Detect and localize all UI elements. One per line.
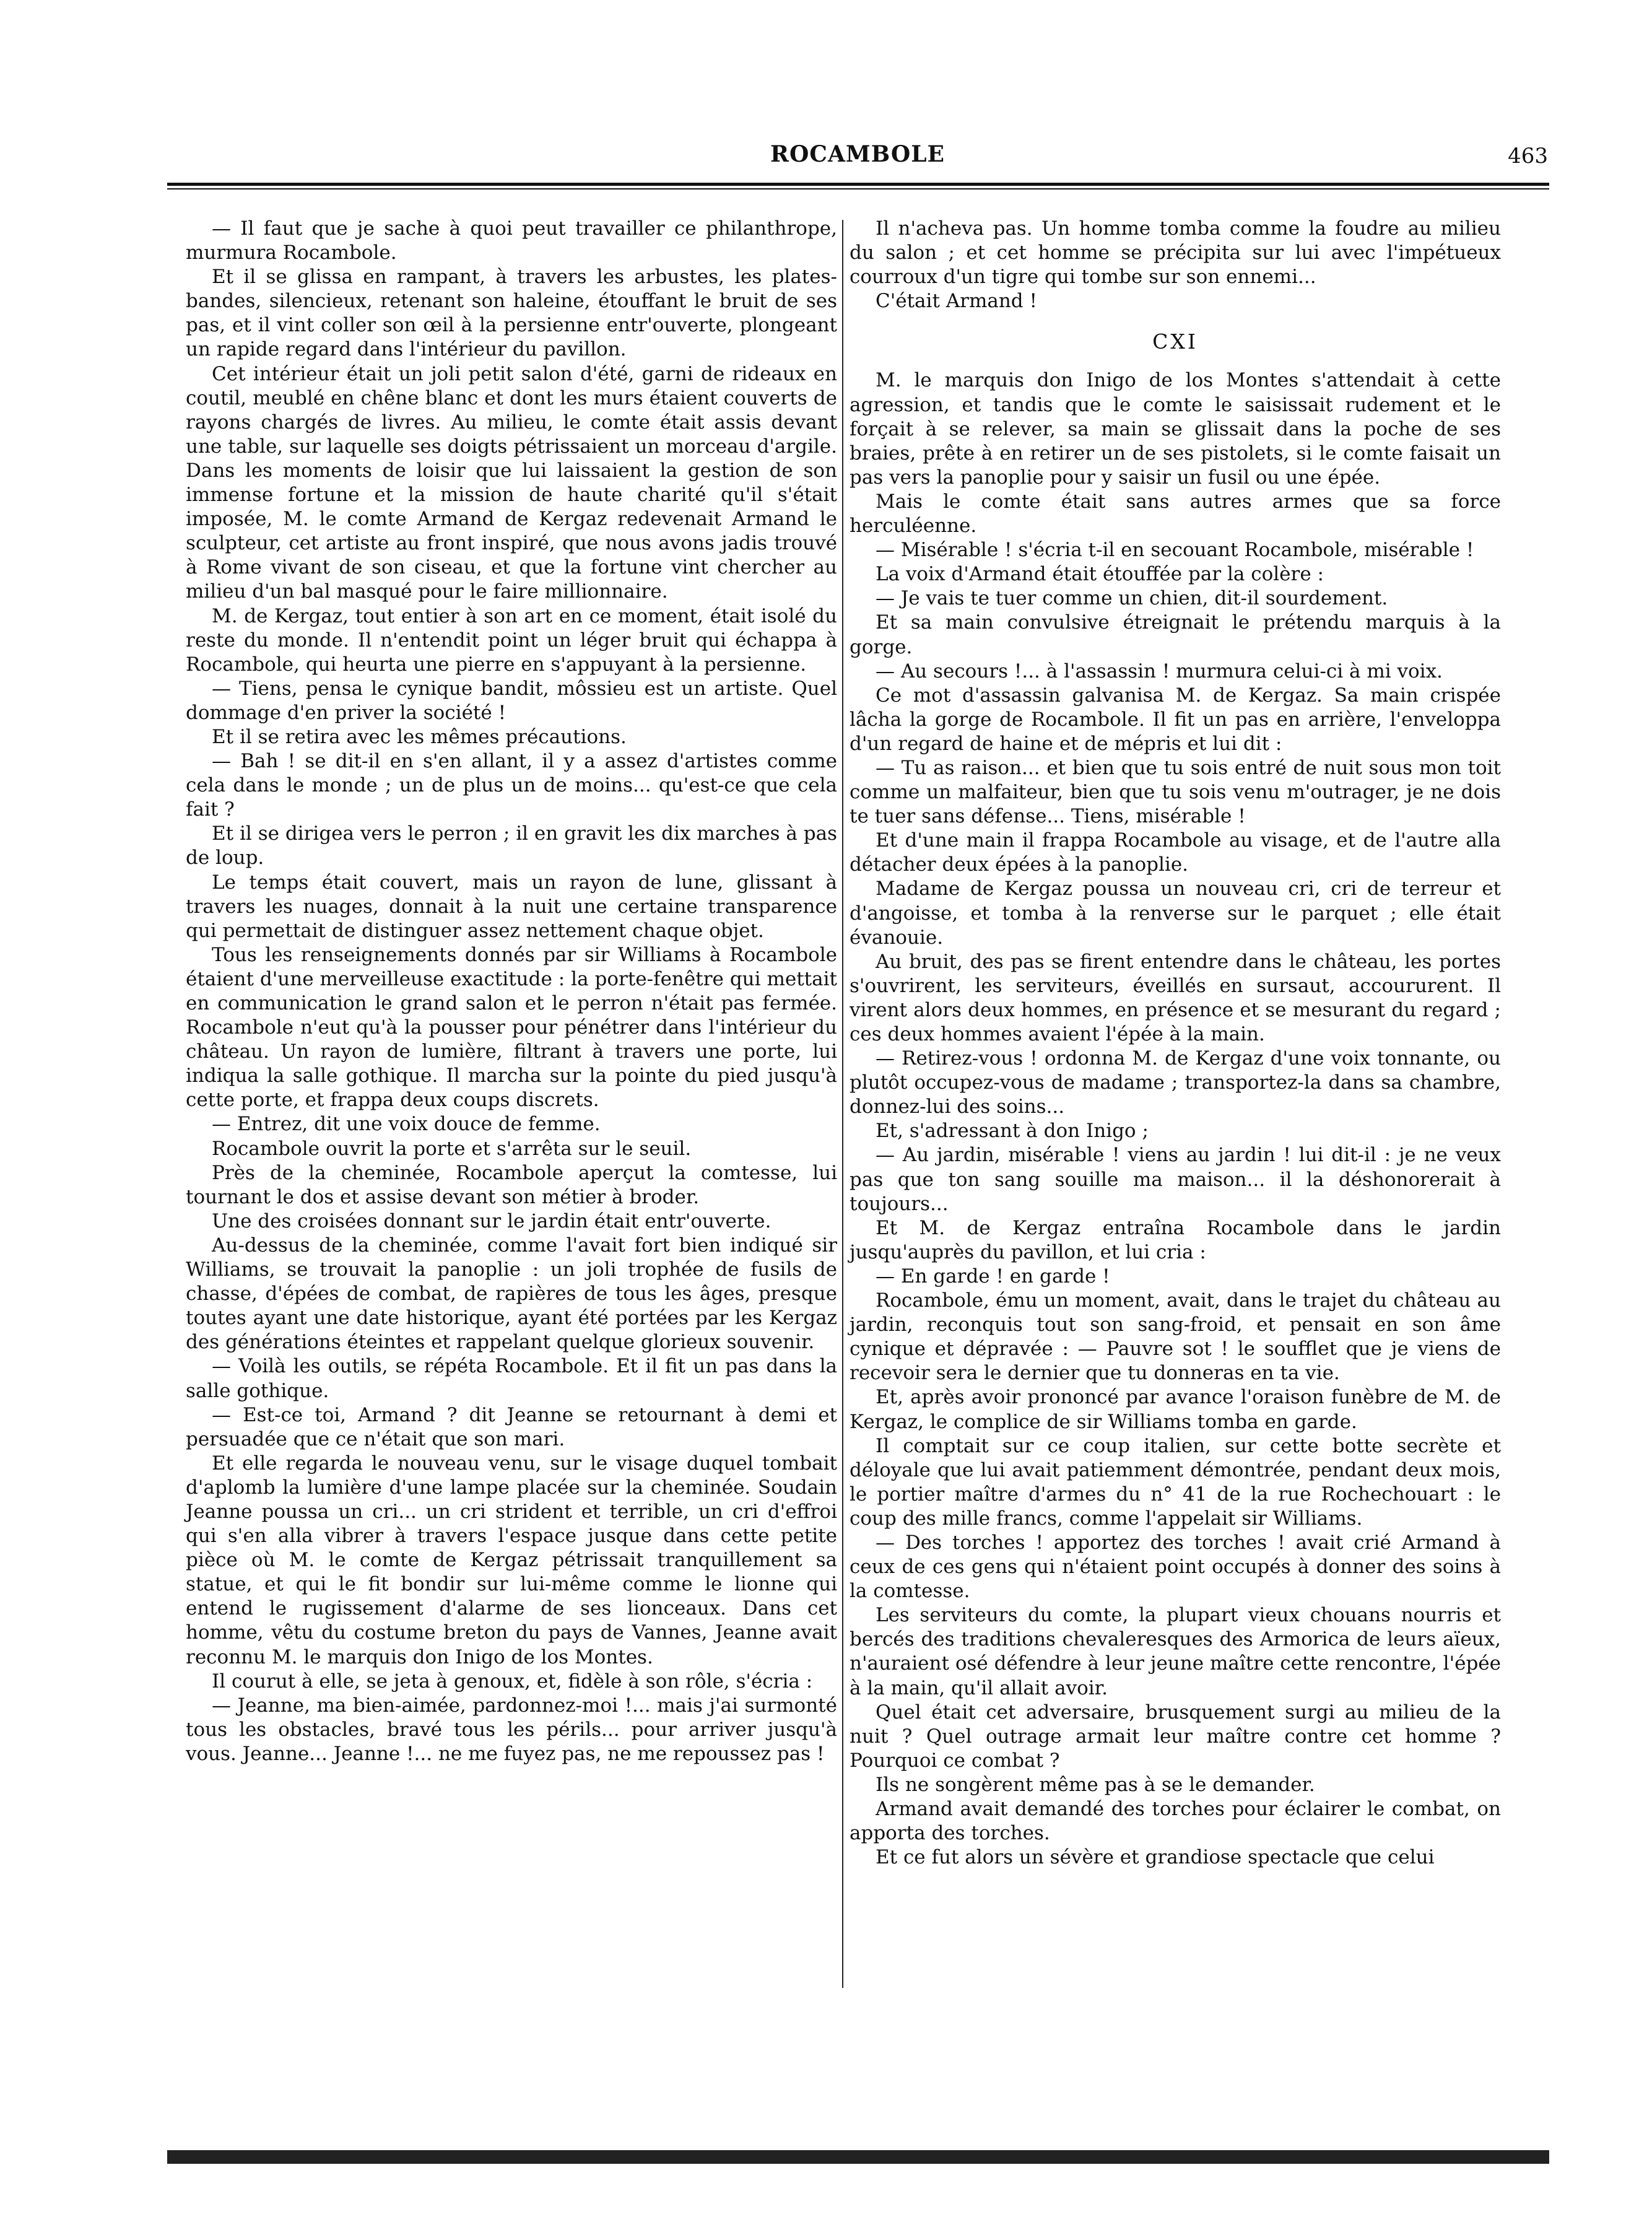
paragraph: — Au secours !... à l'assassin ! murmura celui-ci à mi voix. [876,660,1443,682]
paragraph: — Je vais te tuer comme un chien, dit-il sourdement. [876,587,1388,610]
paragraph: Cet intérieur était un joli petit salon d'été, garni de rideaux en coutil, meublé en chêne blanc et dont les murs étaient couverts de rayons chargés de livres. Au milieu, le comte était assis devant une table, sur laquelle ses doigts pétrissaient un morceau d'argile. Dans les moments de loisir que lui laissaient la gestion de son immense fortune et la mission de haute charité qu'il s'était imposée, M. le comte Armand de Kergaz redevenait Armand le sculpteur, cet artiste au front inspiré, que nous avons jadis trouvé à Rome vivant de son ciseau, et que la fortune vint chercher au milieu d'un bal masqué pour le faire millionnaire. [186,362,837,603]
paragraph: — En garde ! en garde ! [876,1265,1110,1287]
paragraph: Le temps était couvert, mais un rayon de lune, glissant à travers les nuages, donnait à la nuit une certaine transparence qui permettait de distinguer assez nettement chaque objet. [186,871,837,942]
paragraph: Et elle regarda le nouveau venu, sur le visage duquel tombait d'aplomb la lumière d'une lampe placée sur la cheminée. Soudain Jeanne poussa un cri... un cri strident et terrible, un cri d'effroi qui s'en alla vibrer à travers l'espace jusque dans cette petite pièce où M. le comte de Kergaz pétrissait tranquillement sa statue, et qui le fit bondir sur lui-même comme le lionne qui entend le rugissement d'alarme de ses lionceaux. Dans cet homme, vêtu du costume breton du pays de Vannes, Jeanne avait reconnu M. le marquis don Inigo de los Montes. [186,1452,837,1668]
paragraph: Et, s'adressant à don Inigo ; [876,1120,1149,1143]
paragraph: C'était Armand ! [876,290,1037,313]
paragraph: Et M. de Kergaz entraîna Rocambole dans le jardin jusqu'auprès du pavillon, et lui cria : [850,1216,1501,1263]
paragraph: Madame de Kergaz poussa un nouveau cri, cri de terreur et d'angoisse, et tomba à la renverse sur le parquet ; elle était évanouie. [850,878,1501,949]
page-header [167,124,1548,180]
paragraph: Près de la cheminée, Rocambole aperçut la comtesse, lui tournant le dos et assise devant son métier à broder. [186,1161,837,1208]
footer-rule [167,2150,1549,2164]
left-column [186,217,837,1766]
paragraph: Rocambole ouvrit la porte et s'arrêta sur le seuil. [212,1137,692,1160]
right-column [850,217,1501,1870]
paragraph: Et il se dirigea vers le perron ; il en gravit les dix marches à pas de loup. [186,822,837,869]
paragraph: — Il faut que je sache à quoi peut travailler ce philanthrope, murmura Rocambole. [186,217,837,264]
paragraph: M. le marquis don Inigo de los Montes s'attendait à cette agression, et tandis que le comte le saisissait rudement et le forçait à se relever, sa main se glissait dans la poche de ses braies, prête à en retirer un de ses pistolets, si le comte faisait un pas vers la panoplie pour y saisir un fusil ou une épée. [850,369,1501,489]
header-rule-thin [167,188,1549,190]
paragraph: M. de Kergaz, tout entier à son art en ce moment, était isolé du reste du monde. Il n'entendit point un léger bruit qui échappa à Rocambole, qui heurta une pierre en s'appuyant à la persienne. [186,604,837,676]
paragraph: Quel était cet adversaire, brusquement surgi au milieu de la nuit ? Quel outrage armait leur maître contre cet homme ? Pourquoi ce combat ? [850,1701,1501,1772]
chapter-heading: CXI [1152,329,1198,354]
paragraph: — Tu as raison... et bien que tu sois entré de nuit sous mon toit comme un malfaiteur, bien que tu sois venu m'outrager, je ne dois te tuer sans défense... Tiens, misérable ! [850,756,1501,828]
right-column-after-chapter [850,368,1501,1870]
paragraph: Une des croisées donnant sur le jardin était entr'ouverte. [212,1209,772,1232]
paragraph: Il courut à elle, se jeta à genoux, et, fidèle à son rôle, s'écria : [212,1670,813,1693]
paragraph: Il n'acheva pas. Un homme tomba comme la foudre au milieu du salon ; et cet homme se précipita sur lui avec l'impétueux courroux d'un tigre qui tombe sur son ennemi... [850,217,1501,289]
paragraph: Et sa main convulsive étreignait le prétendu marquis à la gorge. [850,611,1501,658]
paragraph: — Voilà les outils, se répéta Rocambole. Et il fit un pas dans la salle gothique. [186,1355,837,1402]
column-divider [842,220,843,1988]
paragraph: Armand avait demandé des torches pour éclairer le combat, on apporta des torches. [850,1798,1501,1845]
header-rule [167,183,1549,186]
paragraph: Et d'une main il frappa Rocambole au visage, et de l'autre alla détacher deux épées à la panoplie. [850,829,1501,876]
paragraph: Tous les renseignements donnés par sir Williams à Rocambole étaient d'une merveilleuse exactitude : la porte-fenêtre qui mettait en communication le grand salon et le perron n'était pas fermée. Rocambole n'eut qu'à la pousser pour pénétrer dans l'intérieur du château. Un rayon de lumière, filtrant à travers une porte, lui indiqua la salle gothique. Il marcha sur la pointe du pied jusqu'à cette porte, et frappa deux coups discrets. [186,943,837,1112]
paragraph: Au-dessus de la cheminée, comme l'avait fort bien indiqué sir Williams, se trouvait la panoplie : un joli trophée de fusils de chasse, d'épées de combat, de rapières de tous les âges, presque toutes ayant une date historique, ayant été portées par les Kergaz des générations éteintes et rappelant quelque glorieux souvenir. [186,1234,837,1354]
paragraph: — Entrez, dit une voix douce de femme. [212,1113,601,1136]
paragraph: — Retirez-vous ! ordonna M. de Kergaz d'une voix tonnante, ou plutôt occupez-vous de madame ; transportez-la dans sa chambre, donnez-lui des soins... [850,1047,1501,1118]
paragraph: Au bruit, des pas se firent entendre dans le château, les portes s'ouvrirent, les serviteurs, éveillés en sursaut, accoururent. Il virent alors deux hommes, en présence et se mesurant du regard ; ces deux hommes avaient l'épée à la main. [850,950,1501,1045]
paragraph: Rocambole, ému un moment, avait, dans le trajet du château au jardin, reconquis tout son sang-froid, et pensait en son âme cynique et dépravée : — Pauvre sot ! le soufflet que je viens de recevoir sera le dernier que tu donneras en ta vie. [850,1289,1501,1385]
paragraph: — Au jardin, misérable ! viens au jardin ! lui dit-il : je ne veux pas que ton sang souille ma maison... il la déshonorerait à toujours... [850,1144,1501,1215]
paragraph: Il comptait sur ce coup italien, sur cette botte secrète et déloyale que lui avait patiemment démontrée, pendant deux mois, le portier maître d'armes du n° 41 de la rue Rochechouart : le coup des mille francs, comme l'appelait sir Williams. [850,1434,1501,1530]
page-number: 463 [1508,144,1548,168]
paragraph: Et ce fut alors un sévère et grandiose spectacle que celui [876,1846,1435,1869]
paragraph: — Misérable ! s'écria t-il en secouant Rocambole, misérable ! [876,539,1474,562]
paragraph: — Tiens, pensa le cynique bandit, môssieu est un artiste. Quel dommage d'en priver la société ! [186,677,837,724]
paragraph: — Est-ce toi, Armand ? dit Jeanne se retournant à demi et persuadée que ce n'était que son mari. [186,1403,837,1450]
paragraph: Ce mot d'assassin galvanisa M. de Kergaz. Sa main crispée lâcha la gorge de Rocambole. Il fit un pas en arrière, l'enveloppa d'un regard de haine et de mépris et lui dit : [850,684,1501,755]
running-title: ROCAMBOLE [770,141,945,167]
paragraph: — Des torches ! apportez des torches ! avait crié Armand à ceux de ces gens qui n'étaient point occupés à donner des soins à la comtesse. [850,1531,1501,1603]
paragraph: Mais le comte était sans autres armes que sa force herculéenne. [850,490,1501,538]
paragraph: Et, après avoir prononcé par avance l'oraison funèbre de M. de Kergaz, le complice de sir Williams tomba en garde. [850,1386,1501,1433]
paragraph: La voix d'Armand était étouffée par la colère : [876,563,1324,586]
paragraph: — Jeanne, ma bien-aimée, pardonnez-moi !... mais j'ai surmonté tous les obstacles, bravé tous les périls... pour arriver jusqu'à vous. Jeanne... Jeanne !... ne me fuyez pas, ne me repoussez pas ! [186,1694,837,1765]
paragraph: Et il se glissa en rampant, à travers les arbustes, les plates-bandes, silencieux, retenant son haleine, étouffant le bruit de ses pas, et il vint coller son œil à la persienne entr'ouverte, plongeant un rapide regard dans l'intérieur du pavillon. [186,266,837,361]
paragraph: — Bah ! se dit-il en s'en allant, il y a assez d'artistes comme cela dans le monde ; un de plus un de moins... qu'est-ce que cela fait ? [186,750,837,821]
paragraph: Et il se retira avec les mêmes précautions. [212,725,627,748]
paragraph: Ils ne songèrent même pas à se le demander. [876,1773,1315,1796]
paragraph: Les serviteurs du comte, la plupart vieux chouans nourris et bercés des traditions chevaleresques des Armorica de leurs aïeux, n'auraient osé défendre à leur jeune maître cette rencontre, l'épée à la main, qu'il allait avoir. [850,1604,1501,1699]
right-column-before-chapter [850,217,1501,313]
